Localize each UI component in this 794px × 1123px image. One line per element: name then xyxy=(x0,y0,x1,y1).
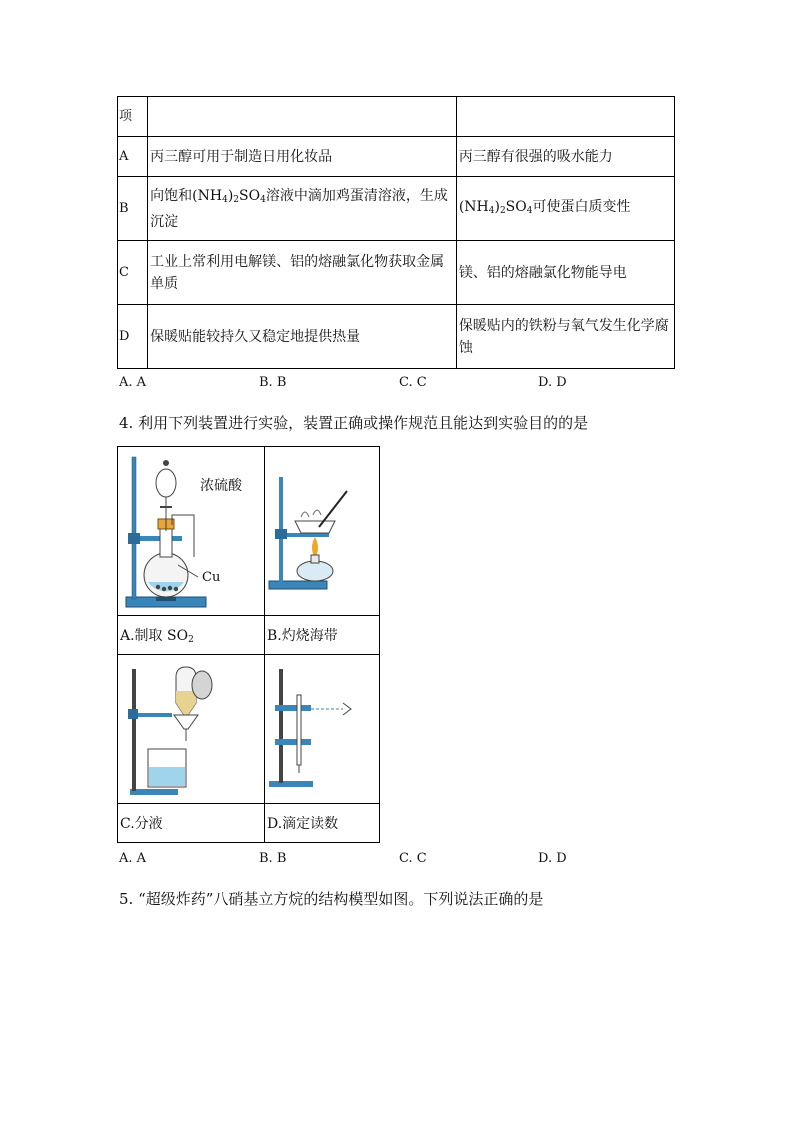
option-c[interactable]: C. C xyxy=(399,851,427,866)
separatory-funnel-illustration xyxy=(118,655,264,803)
row-b-reason: $(NH_4)_2SO_4$可使蛋白质变性 xyxy=(456,177,674,241)
row-d-reason: 保暖贴内的铁粉与氧气发生化学腐蚀 xyxy=(456,305,674,369)
seaweed-ignition-illustration xyxy=(265,447,379,615)
question5-text: 5. “超级炸药”八硝基立方烷的结构模型如图。下列说法正确的是 xyxy=(119,890,544,908)
titration-reading-illustration xyxy=(265,655,379,803)
caption-d: D.滴定读数 xyxy=(265,804,380,843)
row-a-reason: 丙三醇有很强的吸水能力 xyxy=(456,137,674,177)
label-conc-sulfuric-acid: 浓硫酸 xyxy=(200,478,242,494)
row-label-b: B xyxy=(118,177,148,241)
row-b-statement: 向饱和$(NH_4)_2SO_4$溶液中滴加鸡蛋清溶液，生成沉淀 xyxy=(148,177,457,241)
row-c-reason: 镁、铝的熔融氯化物能导电 xyxy=(456,241,674,305)
row-a-statement: 丙三醇可用于制造日用化妆品 xyxy=(148,137,457,177)
header-blank-1 xyxy=(148,97,457,137)
row-c-statement: 工业上常利用电解镁、铝的熔融氯化物获取金属单质 xyxy=(148,241,457,305)
option-d[interactable]: D. D xyxy=(538,851,567,866)
option-a[interactable]: A. A xyxy=(119,851,147,866)
question4-text: 4. 利用下列装置进行实验，装置正确或操作规范且能达到实验目的的是 xyxy=(119,414,589,432)
option-b[interactable]: B. B xyxy=(259,851,287,866)
question3-table xyxy=(117,96,675,369)
question4-options xyxy=(119,851,679,869)
caption-b: B.灼烧海带 xyxy=(265,616,380,655)
apparatus-c-cell xyxy=(118,655,265,804)
caption-c: C.分液 xyxy=(118,804,265,843)
row-label-d: D xyxy=(118,305,148,369)
caption-a: A.制取 $SO_2$ xyxy=(118,616,265,655)
option-a[interactable]: A. A xyxy=(119,375,147,390)
row-label-a: A xyxy=(118,137,148,177)
so2-generator-illustration xyxy=(118,447,264,615)
header-blank-2 xyxy=(456,97,674,137)
question3-options xyxy=(119,375,679,393)
option-d[interactable]: D. D xyxy=(538,375,567,390)
apparatus-d-cell xyxy=(265,655,380,804)
option-c[interactable]: C. C xyxy=(399,375,427,390)
option-b[interactable]: B. B xyxy=(259,375,287,390)
question4-apparatus-table xyxy=(117,446,380,843)
header-item: 项 xyxy=(118,97,148,137)
apparatus-b-cell xyxy=(265,447,380,616)
row-label-c: C xyxy=(118,241,148,305)
apparatus-a-cell xyxy=(118,447,265,616)
label-cu: Cu xyxy=(202,570,221,585)
row-d-statement: 保暖贴能较持久又稳定地提供热量 xyxy=(148,305,457,369)
